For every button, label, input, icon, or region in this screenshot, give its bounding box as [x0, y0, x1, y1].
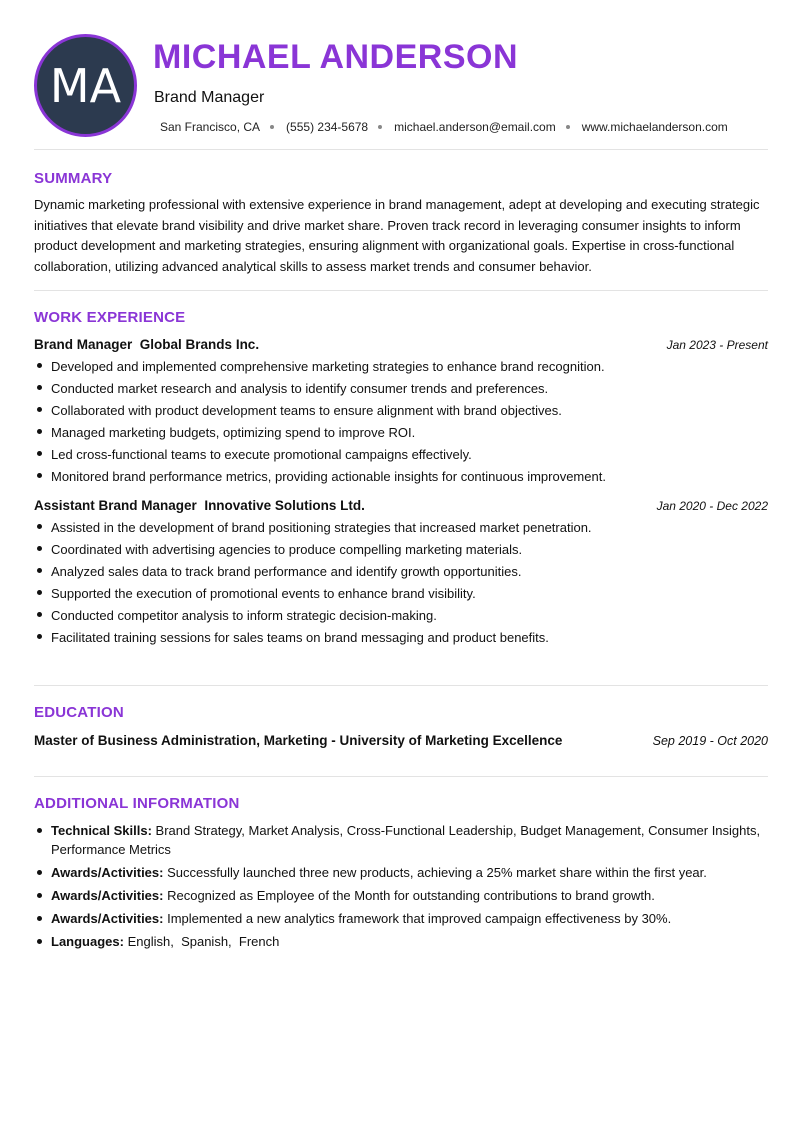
- job-dates: Jan 2023 - Present: [666, 338, 768, 352]
- education-degree: Master of Business Administration, Marketing - University of Marketing Excellence: [34, 733, 563, 748]
- bullet-separator-icon: [270, 125, 274, 129]
- avatar-initials: MA: [49, 58, 122, 113]
- item-text: Successfully launched three new products, achieving a 25% market share within the first year.: [167, 865, 707, 880]
- contact-email[interactable]: michael.anderson@email.com: [394, 120, 556, 134]
- item-label: Languages:: [51, 934, 124, 949]
- job-bullets: [34, 517, 768, 649]
- job-title: [34, 337, 259, 352]
- summary-section: [34, 150, 768, 291]
- job-position: Brand Manager: [34, 337, 133, 352]
- item-label: Awards/Activities:: [51, 865, 164, 880]
- candidate-name: MICHAEL ANDERSON: [153, 38, 519, 76]
- section-title: ADDITIONAL INFORMATION: [34, 795, 240, 812]
- list-item: Facilitated training sessions for sales teams on brand messaging and product benefits.: [34, 627, 768, 649]
- job-header: [34, 337, 768, 352]
- education-entry: [34, 733, 768, 748]
- job-company: Innovative Solutions Ltd.: [204, 498, 365, 513]
- bullet-separator-icon: [378, 125, 382, 129]
- list-item: Assisted in the development of brand positioning strategies that increased market penetration.: [34, 517, 768, 539]
- summary-text: Dynamic marketing professional with extensive experience in brand management, adept at developing and executing strategic initiatives that elevate brand visibility and drive market share. Proven track record in leveraging consumer insights to inform product development and marketing strategies, ensuring alignment with organizational goals. Expertise in cross-functional collaboration, utilizing advanced analytical skills to assess market trends and consumer behavior.: [34, 197, 760, 274]
- list-item: Analyzed sales data to track brand performance and identify growth opportunities.: [34, 561, 768, 583]
- list-item: Coordinated with advertising agencies to produce compelling marketing materials.: [34, 539, 768, 561]
- resume-page: [34, 0, 768, 1130]
- item-text: English, Spanish, French: [127, 934, 280, 949]
- education-section: [34, 686, 768, 777]
- item-label: Awards/Activities:: [51, 911, 164, 926]
- additional-list: [34, 821, 768, 951]
- contact-location: San Francisco, CA: [160, 120, 261, 134]
- job-position: Assistant Brand Manager: [34, 498, 197, 513]
- avatar: [34, 34, 137, 137]
- list-item: Conducted market research and analysis to identify consumer trends and preferences.: [34, 378, 768, 400]
- additional-section: [34, 777, 768, 951]
- list-item: [34, 932, 768, 951]
- item-label: Technical Skills:: [51, 823, 152, 838]
- section-title: SUMMARY: [34, 170, 113, 187]
- education-dates: Sep 2019 - Oct 2020: [652, 734, 768, 748]
- list-item: [34, 886, 768, 905]
- contact-info: [160, 120, 728, 134]
- candidate-role: Brand Manager: [154, 89, 265, 106]
- job-title: [34, 498, 365, 513]
- experience-section: [34, 291, 768, 686]
- resume-header: [34, 0, 768, 150]
- list-item: Supported the execution of promotional events to enhance brand visibility.: [34, 583, 768, 605]
- section-title: EDUCATION: [34, 704, 124, 721]
- job-dates: Jan 2020 - Dec 2022: [656, 499, 768, 513]
- item-text: Implemented a new analytics framework that improved campaign effectiveness by 30%.: [167, 911, 672, 926]
- list-item: [34, 863, 768, 882]
- job-entry: [34, 498, 768, 649]
- list-item: Conducted competitor analysis to inform strategic decision-making.: [34, 605, 768, 627]
- job-header: [34, 498, 768, 513]
- item-text: Brand Strategy, Market Analysis, Cross-Functional Leadership, Budget Management, Consumer Insights, Performance Metrics: [51, 823, 761, 857]
- list-item: [34, 909, 768, 928]
- list-item: Collaborated with product development teams to ensure alignment with brand objectives.: [34, 400, 768, 422]
- contact-website[interactable]: www.michaelanderson.com: [581, 120, 728, 134]
- bullet-separator-icon: [566, 125, 570, 129]
- contact-phone: (555) 234-5678: [286, 120, 369, 134]
- job-bullets: [34, 356, 768, 488]
- job-company: Global Brands Inc.: [139, 337, 260, 352]
- list-item: Monitored brand performance metrics, providing actionable insights for continuous improvement.: [34, 466, 768, 488]
- list-item: Developed and implemented comprehensive marketing strategies to enhance brand recognition.: [34, 356, 768, 378]
- item-text: Recognized as Employee of the Month for outstanding contributions to brand growth.: [167, 888, 655, 903]
- list-item: Led cross-functional teams to execute promotional campaigns effectively.: [34, 444, 768, 466]
- list-item: [34, 821, 768, 859]
- job-entry: [34, 337, 768, 488]
- item-label: Awards/Activities:: [51, 888, 164, 903]
- list-item: Managed marketing budgets, optimizing spend to improve ROI.: [34, 422, 768, 444]
- section-title: WORK EXPERIENCE: [34, 309, 186, 326]
